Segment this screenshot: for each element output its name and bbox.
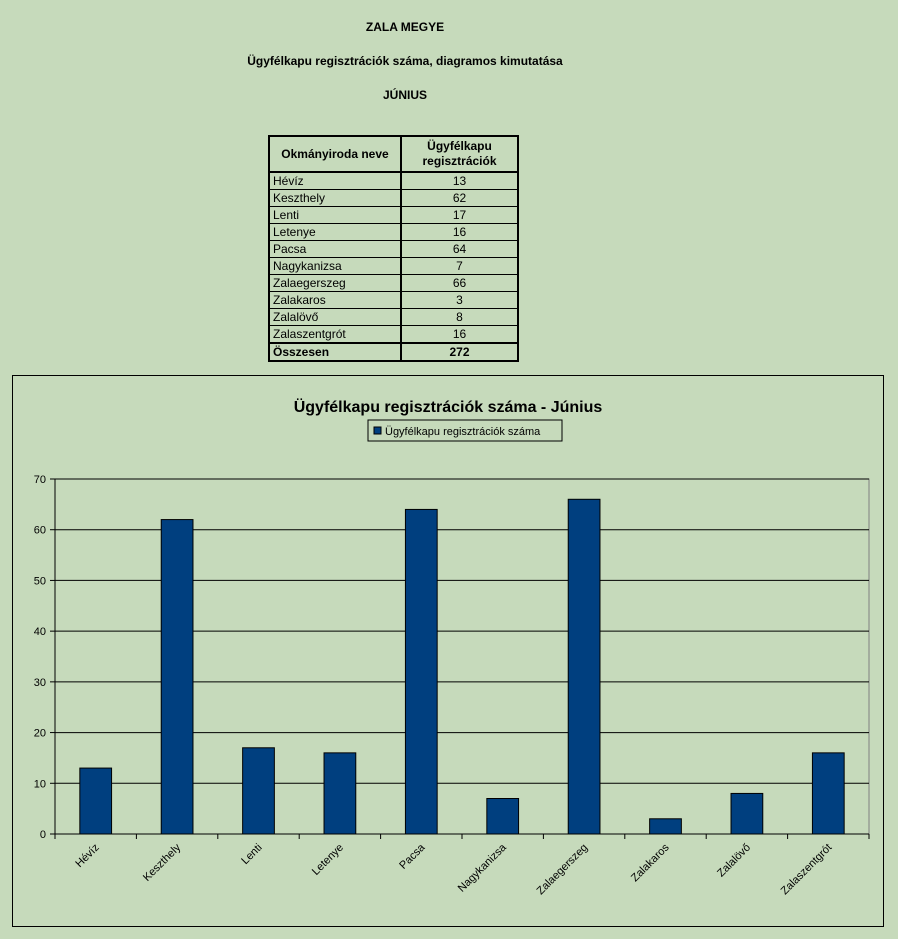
y-tick-label: 70 [33, 474, 46, 486]
office-name: Lenti [269, 207, 401, 224]
report-subtitle: Ügyfélkapu regisztrációk száma, diagramos kimutatása [247, 54, 563, 68]
office-value: 62 [401, 190, 518, 207]
month-title: JÚNIUS [382, 88, 427, 102]
total-value: 272 [401, 343, 518, 361]
table-row [269, 258, 518, 275]
bar [812, 753, 844, 834]
office-value: 8 [401, 309, 518, 326]
bar [487, 799, 519, 835]
col-registrations-header [401, 136, 518, 172]
bar [650, 819, 682, 834]
table-header-row [269, 136, 518, 172]
county-title: ZALA MEGYE [365, 20, 445, 34]
y-tick-label: 0 [39, 829, 46, 841]
bar-chart [13, 376, 883, 926]
x-tick-label: Zalaegerszeg [534, 841, 591, 898]
office-value: 3 [401, 292, 518, 309]
col-registrations-header-line2: regisztrációk [422, 154, 497, 168]
table-row [269, 172, 518, 190]
office-value: 64 [401, 241, 518, 258]
table-row [269, 241, 518, 258]
y-tick-label: 10 [33, 778, 46, 791]
office-value: 13 [401, 172, 518, 190]
table-row [269, 224, 518, 241]
x-tick-label: Lenti [239, 841, 265, 867]
legend-swatch [374, 427, 381, 434]
office-name: Zalaszentgrót [269, 326, 401, 344]
x-tick-label: Pacsa [397, 841, 428, 872]
x-tick-label: Zalalövő [715, 841, 754, 880]
bar [80, 768, 112, 834]
chart-area [12, 375, 884, 927]
bar [161, 520, 193, 834]
table-row [269, 275, 518, 292]
bar [243, 748, 275, 834]
summary-table [268, 135, 519, 362]
table-row [269, 326, 518, 344]
table-row [269, 190, 518, 207]
office-name: Zalalövő [269, 309, 401, 326]
x-tick-label: Letenye [309, 841, 347, 878]
office-value: 17 [401, 207, 518, 224]
bar [405, 509, 437, 834]
total-label: Összesen [269, 343, 401, 361]
office-value: 7 [401, 258, 518, 275]
table-total-row [269, 343, 518, 361]
x-tick-label: Hévíz [73, 841, 102, 871]
table-row [269, 207, 518, 224]
x-tick-label: Zalakaros [628, 841, 672, 885]
office-name: Zalaegerszeg [269, 275, 401, 292]
col-registrations-header-line1: Ügyfélkapu [427, 139, 492, 153]
office-name: Pacsa [269, 241, 401, 258]
x-tick-label: Keszthely [141, 841, 184, 884]
bar [568, 499, 600, 834]
y-tick-label: 20 [33, 727, 46, 740]
office-name: Nagykanizsa [269, 258, 401, 275]
table-row [269, 292, 518, 309]
office-name: Letenye [269, 224, 401, 241]
x-tick-label: Nagykanizsa [455, 841, 509, 895]
office-value: 66 [401, 275, 518, 292]
col-office-header: Okmányiroda neve [269, 136, 401, 172]
office-name: Zalakaros [269, 292, 401, 309]
bar [731, 793, 763, 834]
legend-label: Ügyfélkapu regisztrációk száma [385, 426, 541, 438]
x-tick-label: Zalaszentgrót [778, 841, 835, 898]
y-tick-label: 30 [33, 676, 46, 689]
office-name: Keszthely [269, 190, 401, 207]
table-row [269, 309, 518, 326]
office-value: 16 [401, 326, 518, 344]
office-name: Hévíz [269, 172, 401, 190]
chart-title: Ügyfélkapu regisztrációk száma - Június [293, 399, 603, 416]
bar [324, 753, 356, 834]
y-tick-label: 50 [33, 575, 46, 588]
y-tick-label: 60 [33, 524, 46, 537]
y-tick-label: 40 [33, 626, 46, 639]
office-value: 16 [401, 224, 518, 241]
